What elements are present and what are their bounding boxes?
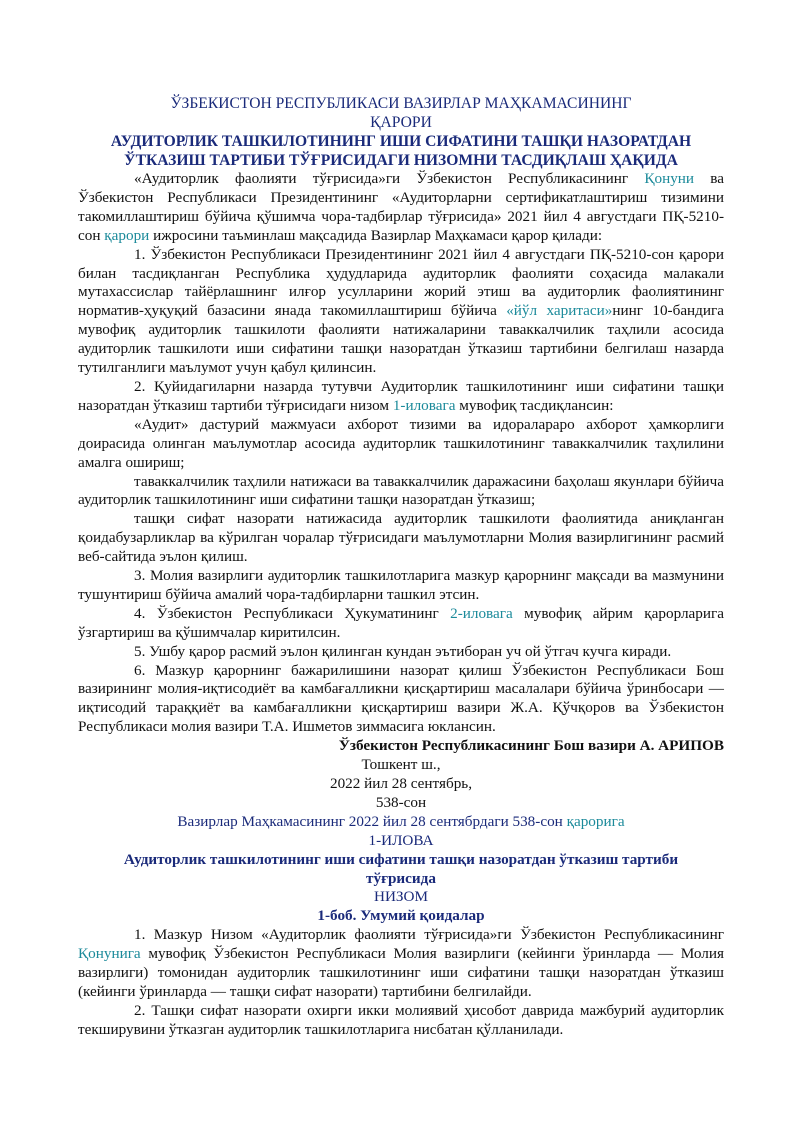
annex-item-1-text-a: 1. Мазкур Низом «Аудиторлик фаолияти тўғрисида»ги Ўзбекистон Республикасининг — [134, 926, 724, 944]
item-2-subpoint-2: таваккалчилик таҳлили натижаси ва таваккалчилик даражасини баҳолаш якунлари бўйича аудиторлик ташкилотининг иши сифатини ташқи назоратдан ўтказиш; — [78, 472, 724, 509]
annex-reference-text: Вазирлар Маҳкамасининг 2022 йил 28 сентябрдаги 538-сон — [177, 812, 567, 830]
law-reference-link[interactable]: Қонунига — [78, 945, 141, 963]
resolution-link[interactable]: қарорига — [566, 812, 625, 830]
item-4-text-b: мувофиқ айрим қарорларига ўзгартириш ва қўшимчалар киритилсин. — [78, 604, 724, 641]
annex-reference — [78, 813, 724, 832]
item-1-text-a: 1. Ўзбекистон Республикаси Президентининг 2021 йил 4 августдаги ПҚ-5210-сон қарори билан тасдиқланган Республика ҳудудларида аудиторлик фаолияти соҳасида малакали мутахассислар тайёрлашнинг илғор усулларини жорий этиш ва аудиторлик фаолиятининг норматив-ҳуқуқий базасини янада такомиллаштириш бўйича — [78, 245, 724, 320]
issuer-line: ЎЗБЕКИСТОН РЕСПУБЛИКАСИ ВАЗИРЛАР МАҲКАМАСИНИНГ — [170, 95, 632, 112]
item-2-subpoint-1: «Аудит» дастурий мажмуаси ахборот тизими ва идоралараро ахборот ҳамкорлиги доирасида олинган маълумотлар асосида аудиторлик ташкилотининг таваккалчилик таҳлилини амалга ошириш; — [78, 415, 724, 471]
item-3-paragraph: 3. Молия вазирлиги аудиторлик ташкилотларига мазкур қарорнинг мақсади ва мазмунини тушунтириш бўйича амалий чора-тадбирларни ташкил этсин. — [78, 567, 724, 603]
roadmap-link[interactable]: «йўл харитаси» — [506, 302, 613, 320]
annex-label: 1-ИЛОВА — [368, 831, 434, 849]
annex-1-link[interactable]: 1-иловага — [392, 396, 456, 414]
annex-title-line-2: тўғрисида — [366, 869, 436, 887]
preamble-paragraph — [78, 170, 724, 246]
item-4-text-a: 4. Ўзбекистон Республикаси Ҳукуматининг — [134, 604, 451, 622]
signature-date: 2022 йил 28 сентябрь, — [329, 775, 473, 792]
item-2-subpoint-3: ташқи сифат назорати натижасида аудиторлик ташкилоти фаолиятида аниқланган қоидабузарликлар ва кўрилган чоралар тўғрисидаги маълумотларни Молия вазирлигининг расмий веб-сайтида эълон қилиш. — [78, 510, 724, 566]
annex-item-2-paragraph: 2. Ташқи сифат назорати охирги икки молиявий ҳисобот даврида мажбурий аудиторлик текширувини ўтказган аудиторлик ташкилотларига нисбатан қўлланилади. — [78, 1001, 724, 1038]
regulation-heading: НИЗОМ — [373, 888, 429, 906]
annex-2-link[interactable]: 2-иловага — [450, 604, 513, 622]
signature-line: Ўзбекистон Республикасининг Бош вазири А. АРИПОВ — [338, 737, 724, 755]
item-4-paragraph — [78, 605, 724, 643]
item-2-text-a: 2. Қуйидагиларни назарда тутувчи Аудиторлик ташкилотининг иши сифатини ташқи назоратдан ўтказиш тартиби тўғрисидаги низом — [78, 377, 724, 414]
annex-item-1-text-b: мувофиқ Ўзбекистон Республикаси Молия вазирлиги (кейинги ўринларда — Молия вазирлиги) томонидан аудиторлик ташкилотининг иши сифатини ташқи назоратдан ўтказиш (кейинги ўринларда — ташқи сифат назорати) тартибини белгилайди. — [78, 945, 724, 1000]
annex-title-line-1: Аудиторлик ташкилотининг иши сифатини ташқи назоратдан ўтказиш тартиби — [123, 850, 679, 868]
item-1-paragraph — [78, 246, 724, 378]
item-2-paragraph — [78, 378, 724, 416]
item-2-text-b: мувофиқ тасдиқлансин: — [455, 396, 614, 414]
decree-link[interactable]: қарори — [104, 226, 150, 244]
item-5-paragraph: 5. Ушбу қарор расмий эълон қилинган кундан эътиборан уч ой ўтгач кучга киради. — [134, 642, 672, 660]
preamble-text-3: ижросини таъминлаш мақсадида Вазирлар Маҳкамаси қарор қилади: — [149, 226, 603, 244]
preamble-text-1: «Аудиторлик фаолияти тўғрисида»ги Ўзбекистон Республикасининг — [134, 170, 645, 187]
doc-title-line-1: АУДИТОРЛИК ТАШКИЛОТИНИНГ ИШИ СИФАТИНИ ТАШҚИ НАЗОРАТДАН — [110, 133, 692, 150]
doc-title-line-2: ЎТКАЗИШ ТАРТИБИ ТЎҒРИСИДАГИ НИЗОМНИ ТАСДИҚЛАШ ҲАҚИДА — [124, 152, 678, 169]
item-1-text-b: нинг 10-бандига мувофиқ аудиторлик ташкилоти фаолияти натижаларини таваккалчилик таҳлили асосида аудиторлик ташкилоти иши сифатини ташқи назоратдан ўтказиш тартибини белгилаш назарда тутилганлиги маълумот учун қабул қилинсин. — [78, 302, 725, 377]
signature-city: Тошкент ш., — [361, 756, 441, 774]
annex-item-1-paragraph — [78, 926, 724, 1002]
preamble-text-2: ва Ўзбекистон Республикаси Президентининг «Аудиторларни сертификатлаштириш тизимини такомиллаштириш бўйича қўшимча чора-тадбирлар тўғрисида» 2021 йил 4 августдаги ПҚ-5210-сон — [78, 170, 725, 244]
doc-type-line: ҚАРОРИ — [370, 114, 432, 131]
item-6-paragraph: 6. Мазкур қарорнинг бажарилишини назорат қилиш Ўзбекистон Республикаси Бош вазирининг молия-иқтисодиёт ва камбағалликни қисқартириш масалалари бўйича ўринбосари — иқтисодий тараққиёт ва камбағалликни қисқартириш вазири Ж.А. Қўчқоров ва Ўзбекистон Республикаси молия вазири Т.А. Ишметов зиммасига юклансин. — [78, 661, 724, 736]
law-link[interactable]: Қонуни — [644, 170, 695, 187]
signature-number: 538-сон — [375, 793, 427, 811]
chapter-heading: 1-боб. Умумий қоидалар — [317, 907, 485, 925]
